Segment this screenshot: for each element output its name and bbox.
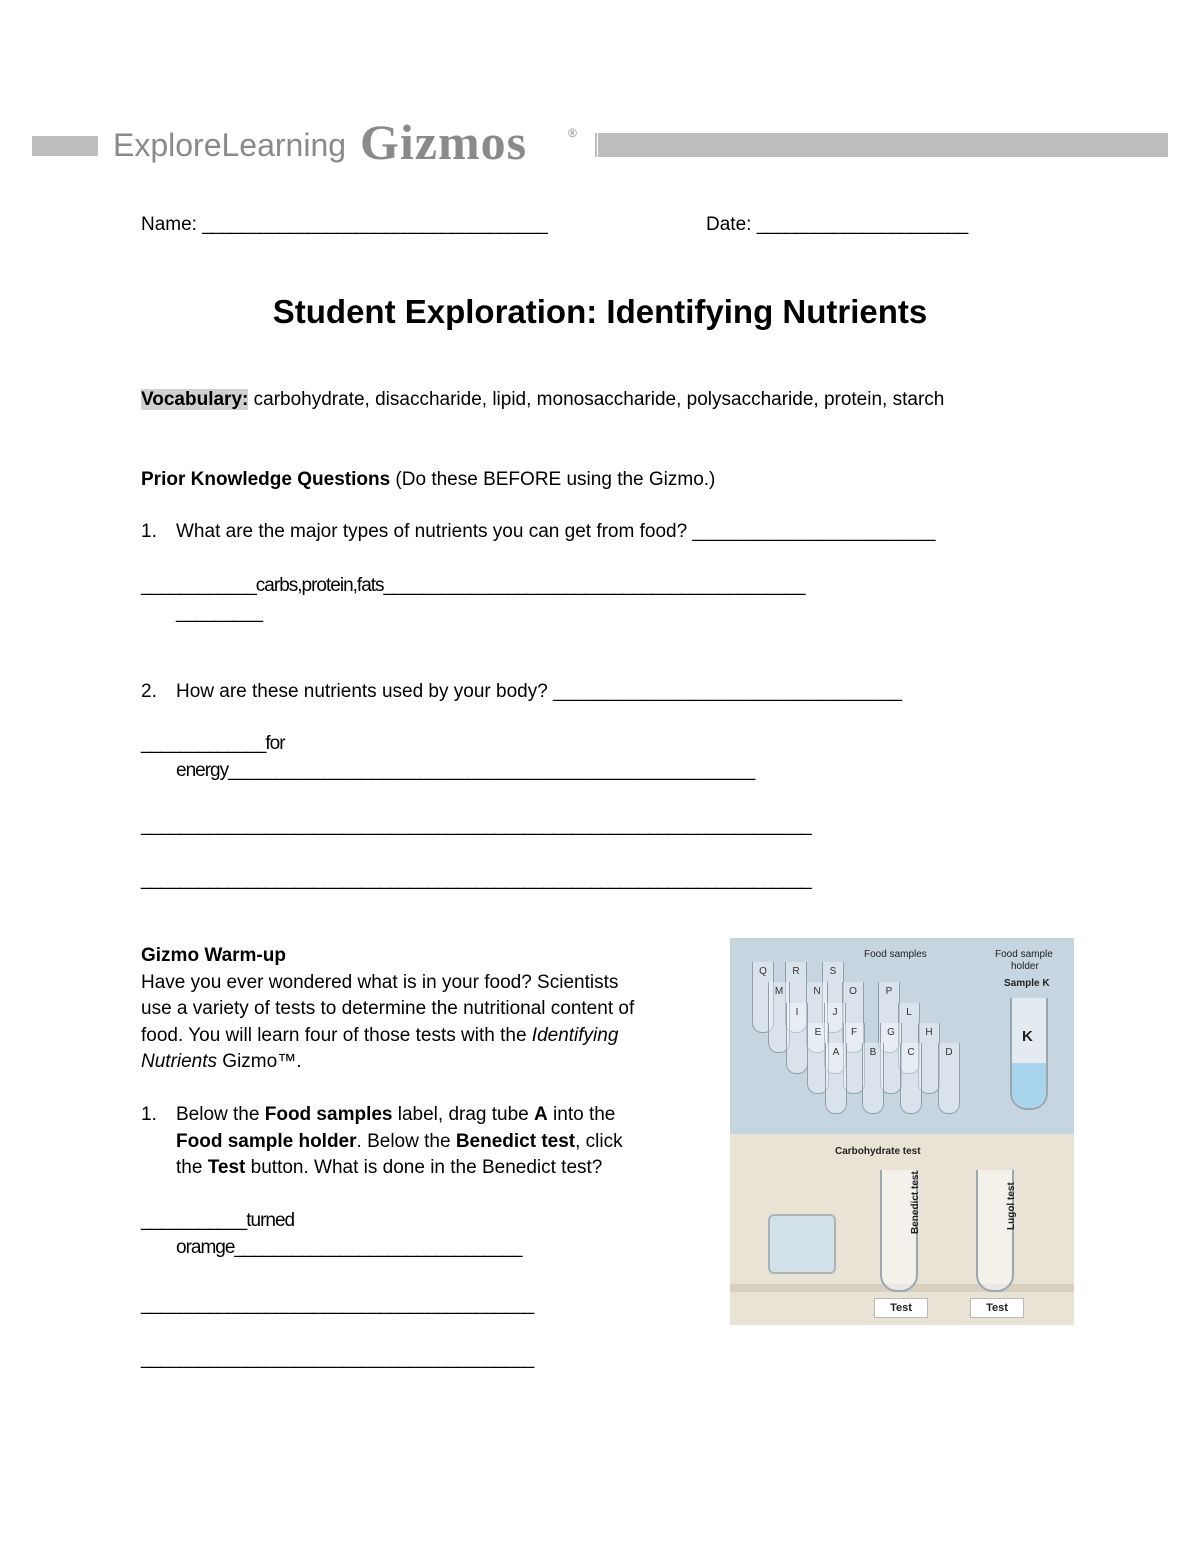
tube-label: B — [869, 1047, 877, 1058]
tube-label: O — [849, 986, 857, 997]
tube-k-label: K — [1022, 1028, 1033, 1045]
prior-q1-number: 1. — [141, 521, 157, 542]
warmup-para-line-4 — [141, 1049, 301, 1075]
header-bar-left — [32, 136, 98, 156]
header-bar-right — [592, 133, 1168, 157]
tube-label: M — [774, 986, 784, 997]
warmup-para-3b: Identifying — [531, 1025, 619, 1046]
tube-label: L — [906, 1007, 912, 1018]
carbohydrate-test-panel — [730, 1134, 1074, 1325]
name-label: Name: — [141, 214, 197, 235]
prior-q1-answer[interactable]: ____________carbs,protein,fats____________________________________________ — [141, 575, 805, 596]
vocabulary — [141, 387, 944, 413]
q1-text-part: label, drag tube — [392, 1104, 535, 1125]
q1-text-part: into the — [547, 1104, 616, 1125]
carbohydrate-test-label: Carbohydrate test — [835, 1146, 921, 1157]
date-label: Date: — [706, 214, 752, 235]
vocabulary-terms: carbohydrate, disaccharide, lipid, monosaccharide, polysaccharide, protein, starch — [248, 389, 945, 410]
prior-heading-text: Prior Knowledge Questions — [141, 469, 391, 490]
warmup-q1-line-2 — [176, 1129, 623, 1155]
prior-knowledge-heading — [141, 467, 715, 493]
food-sample-holder-term: Food sample holder — [176, 1131, 357, 1152]
food-samples-term: Food samples — [264, 1104, 393, 1125]
name-field[interactable] — [141, 212, 547, 238]
sample-holder-tube[interactable] — [1010, 998, 1048, 1110]
prior-heading-note: (Do these BEFORE using the Gizmo.) — [390, 469, 716, 490]
benedict-test-label: Benedict test — [910, 1171, 921, 1234]
food-samples-panel — [730, 938, 1074, 1134]
tube-label: S — [829, 966, 837, 977]
prior-q1-answer-cont[interactable]: _________ — [176, 602, 263, 623]
sample-tube[interactable] — [900, 1043, 922, 1114]
prior-q2-number: 2. — [141, 681, 157, 702]
warmup-para-3a: food. You will learn four of those tests with the — [141, 1025, 532, 1046]
warmup-q1-blank-2[interactable]: _________________________________________ — [141, 1348, 534, 1369]
logo-gizmos: Gizmos — [360, 114, 528, 170]
warmup-para-line-3 — [141, 1023, 618, 1049]
tube-label: C — [907, 1047, 915, 1058]
lugol-test-button[interactable]: Test — [970, 1298, 1024, 1318]
warmup-para-line-1: Have you ever wondered what is in your food? Scientists — [141, 972, 619, 993]
test-term: Test — [207, 1157, 246, 1178]
prior-q2-text: How are these nutrients used by your body? _________________________________ — [176, 681, 902, 702]
warmup-heading: Gizmo Warm-up — [141, 945, 286, 966]
gizmo-screenshot — [730, 938, 1074, 1325]
q1-text-part: button. What is done in the Benedict test? — [245, 1157, 603, 1178]
benedict-test-term: Benedict test — [455, 1131, 576, 1152]
prior-q2-answer-cont[interactable]: energy_______________________________________________________ — [176, 760, 755, 781]
tube-label: R — [792, 966, 800, 977]
warmup-q1-line-3 — [176, 1155, 602, 1181]
tube-label: P — [885, 986, 893, 997]
tube-label: E — [814, 1027, 822, 1038]
holder-label-2: holder — [1011, 961, 1039, 972]
date-field[interactable] — [706, 212, 967, 238]
tube-label: J — [832, 1007, 838, 1018]
q1-text-part: Below the — [176, 1104, 265, 1125]
warmup-q1-line-1 — [176, 1102, 615, 1128]
page-title: Student Exploration: Identifying Nutrients — [272, 293, 928, 330]
prior-q1-text: What are the major types of nutrients you can get from food? _______________________ — [176, 521, 936, 542]
prior-q2-blank-1[interactable]: ______________________________________________________________________ — [141, 815, 811, 836]
tube-label: I — [795, 1007, 799, 1018]
warmup-para-4b: Gizmo™. — [217, 1051, 302, 1072]
tube-a-term: A — [534, 1104, 548, 1125]
q1-text-part: , click — [575, 1131, 623, 1152]
q1-text-part: . Below the — [356, 1131, 456, 1152]
warmup-para-line-2: use a variety of tests to determine the nutritional content of — [141, 998, 635, 1019]
q1-text-part: the — [176, 1157, 208, 1178]
tube-label: H — [925, 1027, 933, 1038]
name-blank[interactable]: ____________________________________ — [202, 214, 547, 235]
logo-explorelearning: ExploreLearning — [113, 127, 347, 163]
prior-q2-blank-2[interactable]: ______________________________________________________________________ — [141, 869, 811, 890]
sample-tube[interactable] — [938, 1043, 960, 1114]
water-bath — [768, 1214, 836, 1274]
date-blank[interactable]: ______________________ — [756, 214, 968, 235]
warmup-q1-answer-cont[interactable]: oramge______________________________ — [176, 1237, 522, 1258]
sample-liquid — [1012, 1063, 1046, 1108]
holder-label-1: Food sample — [995, 949, 1053, 960]
warmup-para-4a: Nutrients — [141, 1051, 218, 1072]
tube-label: G — [887, 1027, 895, 1038]
tube-label: F — [850, 1027, 858, 1038]
sample-tube[interactable] — [862, 1043, 884, 1114]
tube-label: Q — [759, 966, 767, 977]
warmup-q1-blank-1[interactable]: _________________________________________ — [141, 1294, 534, 1315]
lugol-test-label: Lugol test — [1006, 1182, 1017, 1230]
tube-label: N — [813, 986, 821, 997]
benedict-test-button[interactable]: Test — [874, 1298, 928, 1318]
warmup-q1-number: 1. — [141, 1104, 157, 1125]
logo-registered-mark: ® — [568, 126, 577, 140]
food-samples-label: Food samples — [864, 949, 927, 960]
tube-label: D — [945, 1047, 953, 1058]
prior-q2-answer[interactable]: _____________for — [141, 733, 285, 754]
warmup-q1-answer[interactable]: ___________turned — [141, 1210, 295, 1231]
sample-label: Sample K — [1004, 978, 1050, 989]
tube-label: A — [832, 1047, 840, 1058]
vocabulary-label: Vocabulary: — [141, 389, 249, 410]
sample-tube[interactable] — [786, 1003, 808, 1074]
sample-tube[interactable] — [825, 1043, 847, 1114]
